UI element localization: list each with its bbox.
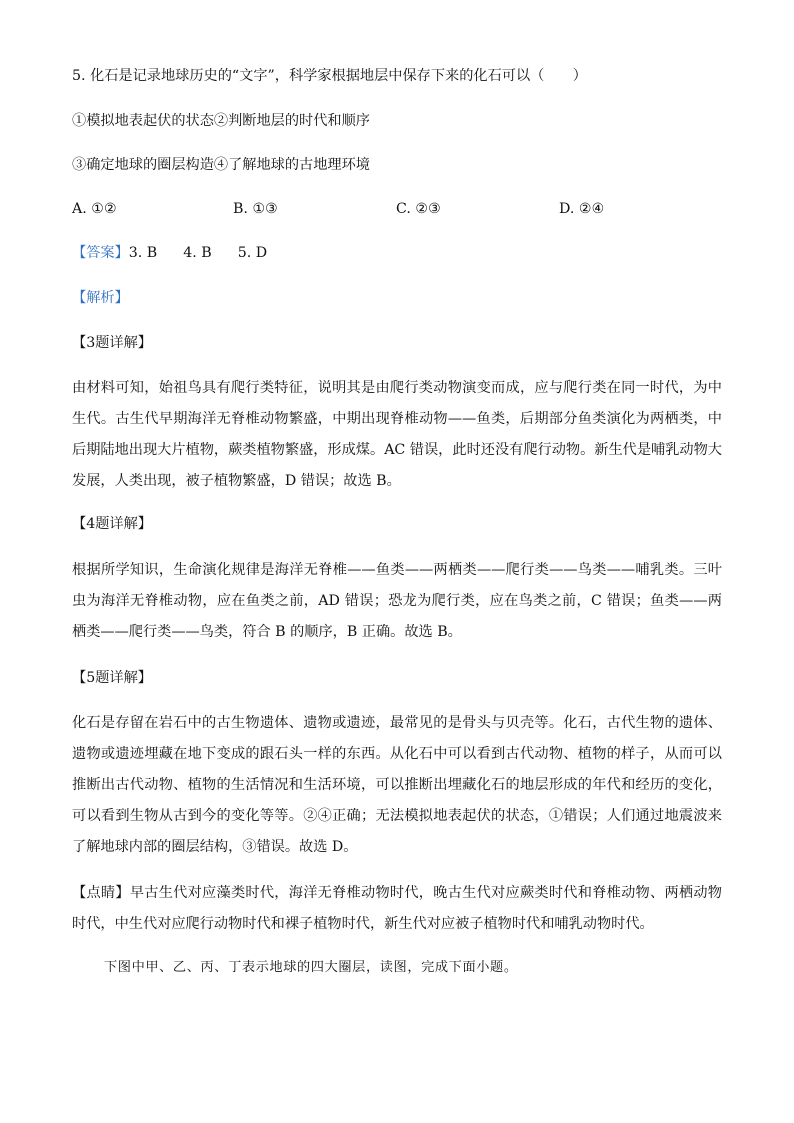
answer-item: 5. D	[237, 245, 268, 261]
option-c: C. ②③	[396, 201, 441, 217]
option-a: A. ①②	[72, 201, 117, 217]
option-d: D. ②④	[559, 201, 605, 217]
question-5-options	[72, 199, 724, 220]
question-5-statements-2: ③确定地球的圈层构造④了解地球的古地理环境	[72, 157, 370, 173]
analysis-label: 【解析】	[72, 290, 129, 306]
question-5-stem: 5. 化石是记录地球历史的“文字”，科学家根据地层中保存下来的化石可以（ ）	[72, 68, 587, 84]
q5-heading: 【5题详解】	[72, 670, 152, 686]
option-b: B. ①③	[233, 201, 278, 217]
q3-heading: 【3题详解】	[72, 335, 152, 351]
tip-text: 早古生代对应藻类时代，海洋无脊椎动物时代，晚古生代对应蕨类时代和脊椎动物、两栖动物时代，中生代对应爬行动物时代和裸子植物时代，新生代对应被子植物时代和哺乳动物时代。	[72, 885, 722, 932]
tip-paragraph	[72, 878, 722, 940]
q4-explanation: 根据所学知识，生命演化规律是海洋无脊椎——鱼类——两栖类——爬行类——鸟类——哺乳类。三叶虫为海洋无脊椎动物，应在鱼类之前，AD 错误；恐龙为爬行类，应在鸟类之前，C 错误；鱼类——两栖类——爬行类——鸟类，符合 B 的顺序，B 正确。故选 B。	[72, 562, 722, 640]
q5-explanation: 化石是存留在岩石中的古生物遗体、遗物或遗迹，最常见的是骨头与贝壳等。化石，古代生物的遗体、遗物或遗迹埋藏在地下变成的跟石头一样的东西。从化石中可以看到古代动物、植物的样子，从而可以推断出古代动物、植物的生活情况和生活环境，可以推断出埋藏化石的地层形成的年代和经历的变化，可以看到生物从古到今的变化等等。②④正确；无法模拟地表起伏的状态，①错误；人们通过地震波来了解地球内部的圈层结构，③错误。故选 D。	[72, 715, 722, 855]
answer-label: 【答案】	[72, 245, 129, 261]
q4-heading: 【4题详解】	[72, 516, 152, 532]
question-5-statements-1: ①模拟地表起伏的状态②判断地层的时代和顺序	[72, 113, 370, 129]
q3-explanation: 由材料可知，始祖鸟具有爬行类特征，说明其是由爬行类动物演变而成，应与爬行类在同一时代，为中生代。古生代早期海洋无脊椎动物繁盛，中期出现脊椎动物——鱼类，后期部分鱼类演化为两栖类，中后期陆地出现大片植物，蕨类植物繁盛，形成煤。AC 错误，此时还没有爬行动物。新生代是哺乳动物大发展，人类出现，被子植物繁盛，D 错误；故选 B。	[72, 380, 722, 489]
answer-item: 4. B	[183, 245, 212, 261]
next-question-intro: 下图中甲、乙、丙、丁表示地球的四大圈层，读图，完成下面小题。	[104, 960, 518, 975]
tip-label: 【点睛】	[72, 885, 130, 901]
answer-item: 3. B	[128, 245, 158, 261]
answer-line	[72, 243, 724, 264]
